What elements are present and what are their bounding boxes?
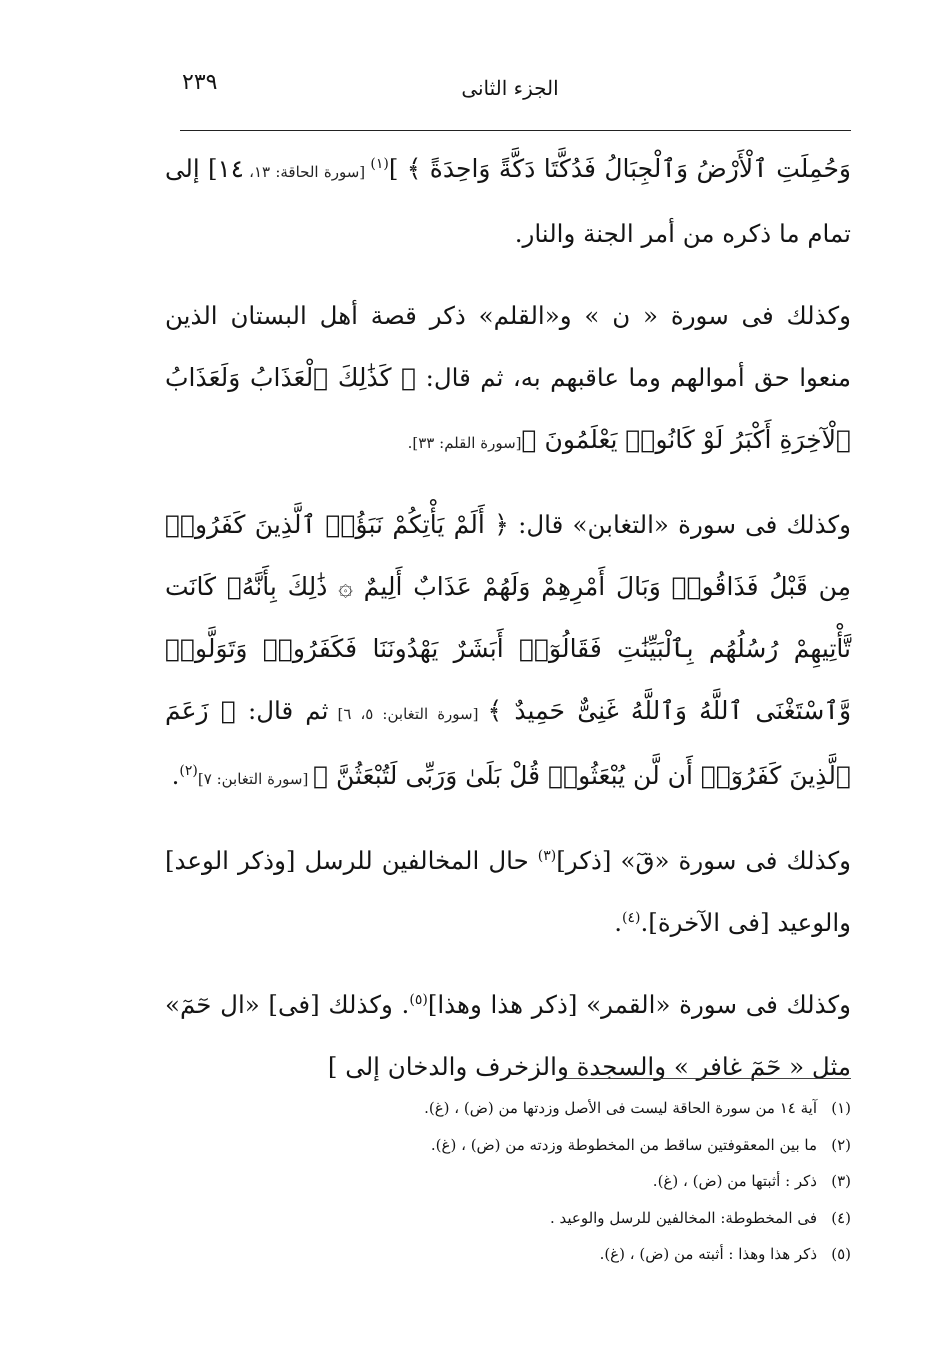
footnote-marker: (٥) — [409, 991, 428, 1008]
quran-verse: وَحُمِلَتِ ٱلْأَرْضُ وَٱلْجِبَالُ فَدُكَّتَا دَكَّةً وَاحِدَةً ﴾ — [406, 154, 851, 183]
footnote-rule — [562, 1078, 851, 1079]
footnote-number: (٣) — [831, 1172, 851, 1190]
bracket-text: ] — [388, 154, 407, 183]
footnote-4 — [260, 1200, 851, 1237]
footnote-text: فى المخطوطة: المخالفين للرسل والوعيد . — [549, 1208, 817, 1227]
footnote-number: (١) — [831, 1099, 851, 1117]
footnote-5 — [260, 1236, 851, 1273]
paragraph-text: ١٤] إلى تمام ما ذكره من أمر الجنة والنار. — [165, 154, 851, 248]
footnote-text: آية ١٤ من سورة الحاقة ليست فى الأصل وزدتها من (ض) ، (غ). — [424, 1099, 817, 1117]
footnote-number: (٤) — [831, 1208, 851, 1227]
paragraph-text: . وكذلك [فى] «ال حٓمٓ» مثل « حٓمٓ غافر » والسجدة والزخرف والدخان إلى ] — [165, 990, 851, 1081]
quran-verse: ﴿ كَذَٰلِكَ ٱلْعَذَابُ وَلَعَذَابُ ٱلْآخِرَةِ أَكْبَرُ لَوْ كَانُوا۟ يَعْلَمُونَ ﴾ — [165, 363, 851, 454]
surah-reference: [سورة الحاقة: ١٣، — [243, 163, 371, 181]
surah-reference: [سورة التغابن: ٧] — [197, 770, 314, 788]
paragraph-2 — [165, 285, 851, 474]
paragraph-end: . — [614, 908, 622, 937]
body-text — [165, 138, 851, 1098]
paragraph-3 — [165, 494, 851, 810]
surah-reference: [سورة القلم: ٣٣]. — [407, 434, 522, 452]
footnote-text: ذكر : أثبتها من (ض) ، (غ). — [652, 1172, 817, 1190]
paragraph-text: وكذلك فى سورة «التغابن» قال: — [508, 510, 851, 539]
paragraph-text: ثم قال: — [235, 696, 329, 725]
surah-reference: [سورة التغابن: ٥، ٦] — [328, 705, 488, 723]
paragraph-end: . — [171, 761, 180, 790]
footnote-2 — [260, 1127, 851, 1164]
paragraph-text: وكذلك فى سورة «القمر» [ذكر هذا وهذا] — [427, 990, 851, 1019]
footnote-marker: (١) — [370, 155, 389, 172]
footnote-text: ذكر هذا وهذا : أثبته من (ض) ، (غ). — [599, 1245, 817, 1263]
footnote-marker: (٣) — [537, 847, 557, 864]
footnote-1 — [260, 1090, 851, 1127]
footnote-number: (٥) — [831, 1245, 851, 1263]
paragraph-text: وكذلك فى سورة «قٓ» [ذكر] — [556, 846, 851, 875]
page-number: ٢٣٩ — [182, 70, 218, 95]
footnote-text: ما بين المعقوفتين ساقط من المخطوطة وزدته من (ض) ، (غ). — [430, 1135, 817, 1154]
paragraph-5 — [165, 974, 851, 1098]
footnote-number: (٢) — [831, 1135, 851, 1154]
paragraph-4 — [165, 830, 851, 954]
footnote-marker: (٢) — [179, 762, 198, 779]
paragraph-1 — [165, 138, 851, 265]
quran-verse: ﴿ زَعَمَ ٱلَّذِينَ كَفَرُوٓا۟ أَن لَّن يُبْعَثُوا۟ قُلْ بَلَىٰ وَرَبِّى لَتُبْعَثُنَّ ﴾ — [165, 696, 851, 790]
paragraph-text: حال المخالفين للرسل [وذكر الوعد] والوعيد [فى الآخرة]. — [165, 846, 851, 937]
header-rule — [180, 130, 851, 131]
paragraph-text: وكذلك فى سورة « ن » و«القلم» ذكر قصة أهل البستان الذين منعوا حق أموالهم وما عاقبهم به، ثم قال: — [165, 301, 851, 392]
footnote-3 — [260, 1163, 851, 1200]
quran-verse: ﴿ أَلَمْ يَأْتِكُمْ نَبَؤُا۟ ٱلَّذِينَ كَفَرُوا۟ مِن قَبْلُ فَذَاقُوا۟ وَبَالَ أَمْرِهِمْ وَلَهُمْ عَذَابٌ أَلِيمٌ ۞ ذَٰلِكَ بِأَنَّهُۥ كَانَت تَّأْتِيهِمْ رُسُلُهُم بِٱلْبَيِّنَٰتِ فَقَالُوٓا۟ أَبَشَرٌ يَهْدُونَنَا فَكَفَرُوا۟ وَتَوَلَّوا۟ وَّٱسْتَغْنَى ٱللَّهُ وَٱللَّهُ غَنِىٌّ حَمِيدٌ ﴾ — [165, 510, 852, 725]
footnotes — [260, 1090, 851, 1273]
running-title: الجزء الثانى — [461, 76, 559, 100]
footnote-marker: (٤) — [622, 909, 641, 926]
